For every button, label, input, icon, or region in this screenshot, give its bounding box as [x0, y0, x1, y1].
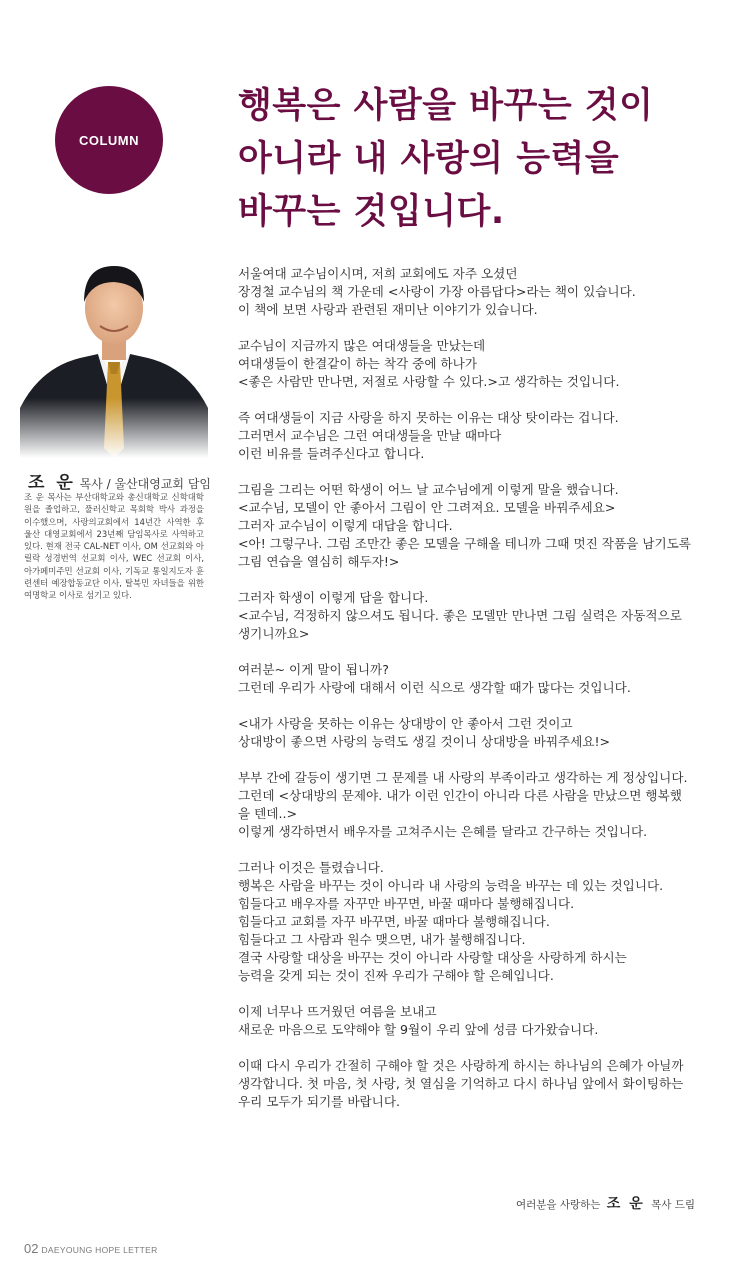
text-line: 그런데 <상대방의 문제야. 내가 이런 인간이 아니라 다른 사람을 만났으면 행복했	[238, 788, 682, 803]
text-line: 생각합니다. 첫 마음, 첫 사랑, 첫 열심을 기억하고 다시 하나님 앞에서 화이팅하는	[238, 1076, 684, 1091]
text-line: 여러분~ 이게 말이 됩니까?	[238, 662, 389, 677]
author-name: 조 운	[28, 473, 76, 493]
text-line: 힘들다고 배우자를 자꾸만 바꾸면, 바꿀 때마다 불행해집니다.	[238, 896, 575, 911]
text-line: 장경철 교수님의 책 가운데 <사랑이 가장 아름답다>라는 책이 있습니다.	[238, 284, 636, 299]
paragraph	[238, 481, 708, 571]
text-line: 이렇게 생각하면서 배우자를 고쳐주시는 은혜를 달라고 간구하는 것입니다.	[238, 824, 648, 839]
headline-line: 행복은 사람을 바꾸는 것이	[238, 86, 654, 126]
author-name-line	[28, 468, 218, 493]
text-line: <내가 사랑을 못하는 이유는 상대방이 안 좋아서 그런 것이고	[238, 716, 573, 731]
page-number: 02	[24, 1241, 39, 1256]
paragraph	[238, 265, 708, 319]
page-footer	[24, 1240, 158, 1258]
text-line: 이런 비유를 들려주신다고 합니다.	[238, 446, 425, 461]
text-line: 즉 여대생들이 지금 사랑을 하지 못하는 이유는 대상 탓이라는 겁니다.	[238, 410, 619, 425]
text-line: <교수님, 모델이 안 좋아서 그림이 안 그려져요. 모델을 바꿔주세요>	[238, 500, 616, 515]
column-badge	[55, 86, 163, 194]
text-line: 이때 다시 우리가 간절히 구해야 할 것은 사랑하게 하시는 하나님의 은혜가 아닐까	[238, 1058, 684, 1073]
text-line: 그러면서 교수님은 그런 여대생들을 만날 때마다	[238, 428, 502, 443]
text-line: 그러자 교수님이 이렇게 대답을 합니다.	[238, 518, 453, 533]
paragraph	[238, 1003, 708, 1039]
author-title: 목사 / 울산대영교회 담임	[79, 477, 212, 491]
signoff-prefix: 여러분을 사랑하는	[515, 1199, 601, 1211]
text-line: 그러자 학생이 이렇게 답을 합니다.	[238, 590, 429, 605]
text-line: 결국 사랑할 대상을 바꾸는 것이 아니라 사랑할 대상을 사랑하게 하시는	[238, 950, 627, 965]
text-line: 그런데 우리가 사랑에 대해서 이런 식으로 생각할 때가 많다는 것입니다.	[238, 680, 631, 695]
signoff-name: 조 운	[606, 1196, 645, 1212]
text-line: 이 책에 보면 사랑과 관련된 재미난 이야기가 있습니다.	[238, 302, 538, 317]
paragraph	[238, 859, 708, 985]
text-line: 상대방이 좋으면 사랑의 능력도 생길 것이니 상대방을 바꿔주세요!>	[238, 734, 611, 749]
text-line: 우리 모두가 되기를 바랍니다.	[238, 1094, 400, 1109]
text-line: 여대생들이 한결같이 하는 착각 중에 하나가	[238, 356, 477, 371]
text-line: 새로운 마음으로 도약해야 할 9월이 우리 앞에 성큼 다가왔습니다.	[238, 1022, 599, 1037]
signoff-suffix: 목사 드림	[651, 1199, 695, 1211]
text-line: 이제 너무나 뜨거웠던 여름을 보내고	[238, 1004, 437, 1019]
text-line: 행복은 사람을 바꾸는 것이 아니라 내 사랑의 능력을 바꾸는 데 있는 것입니다.	[238, 878, 664, 893]
text-line: 힘들다고 그 사람과 원수 맺으면, 내가 불행해집니다.	[238, 932, 526, 947]
text-line: 부부 간에 갈등이 생기면 그 문제를 내 사랑의 부족이라고 생각하는 게 정상입니다.	[238, 770, 688, 785]
text-line: 그림을 그리는 어떤 학생이 어느 날 교수님에게 이렇게 말을 했습니다.	[238, 482, 619, 497]
text-line: 교수님이 지금까지 많은 여대생들을 만났는데	[238, 338, 486, 353]
text-line: 을 텐데..>	[238, 806, 298, 821]
text-line: 능력을 갖게 되는 것이 진짜 우리가 구해야 할 은혜입니다.	[238, 968, 554, 983]
paragraph	[238, 715, 708, 751]
paragraph	[238, 769, 708, 841]
portrait-image	[20, 258, 208, 458]
paragraph	[238, 589, 708, 643]
headline-line: 아니라 내 사랑의 능력을	[238, 139, 620, 179]
column-badge-label: COLUMN	[78, 132, 140, 148]
author-bio: 조 운 목사는 부산대학교와 총신대학교 신학대학원을 졸업하고, 풀러신학교 목회학 박사 과정을 이수했으며, 사랑의교회에서 14년간 사역한 후 울산 대영교회에서 23년째 담임목사로 사역하고 있다. 현재 전국 CAL-NET 이사, OM 선교회와 아릴락 성경번역 선교회 이사, WEC 선교회 이사, 아가페미주민 선교회 이사, 기독교 통일지도자 훈련센터 예장합동교단 이사, 탈북민 자녀들을 위한 여명학교 이사로 섬기고 있다.	[24, 492, 204, 601]
paragraph	[238, 337, 708, 391]
text-line: <아! 그렇구나. 그럼 조만간 좋은 모델을 구해올 테니까 그때 멋진 작품을 남기도록	[238, 536, 691, 551]
text-line: 그러나 이것은 틀렸습니다.	[238, 860, 384, 875]
text-line: 생기니까요>	[238, 626, 310, 641]
author-photo	[20, 258, 208, 458]
text-line: 힘들다고 교회를 자꾸 바꾸면, 바꿀 때마다 불행해집니다.	[238, 914, 550, 929]
text-line: 그림 연습을 열심히 해두자!>	[238, 554, 400, 569]
text-line: 서울여대 교수님이시며, 저희 교회에도 자주 오셨던	[238, 266, 518, 281]
headline	[238, 80, 728, 239]
text-line: <교수님, 걱정하지 않으셔도 됩니다. 좋은 모델만 만나면 그림 실력은 자동적으로	[238, 608, 682, 623]
text-line: <좋은 사람만 만나면, 저절로 사랑할 수 있다.>고 생각하는 것입니다.	[238, 374, 620, 389]
headline-line: 바꾸는 것입니다.	[238, 192, 505, 232]
signoff	[516, 1193, 695, 1213]
paragraph	[238, 409, 708, 463]
publication-name: DAEYOUNG HOPE LETTER	[41, 1245, 158, 1255]
article-body	[238, 265, 708, 1129]
paragraph	[238, 1057, 708, 1111]
paragraph	[238, 661, 708, 697]
